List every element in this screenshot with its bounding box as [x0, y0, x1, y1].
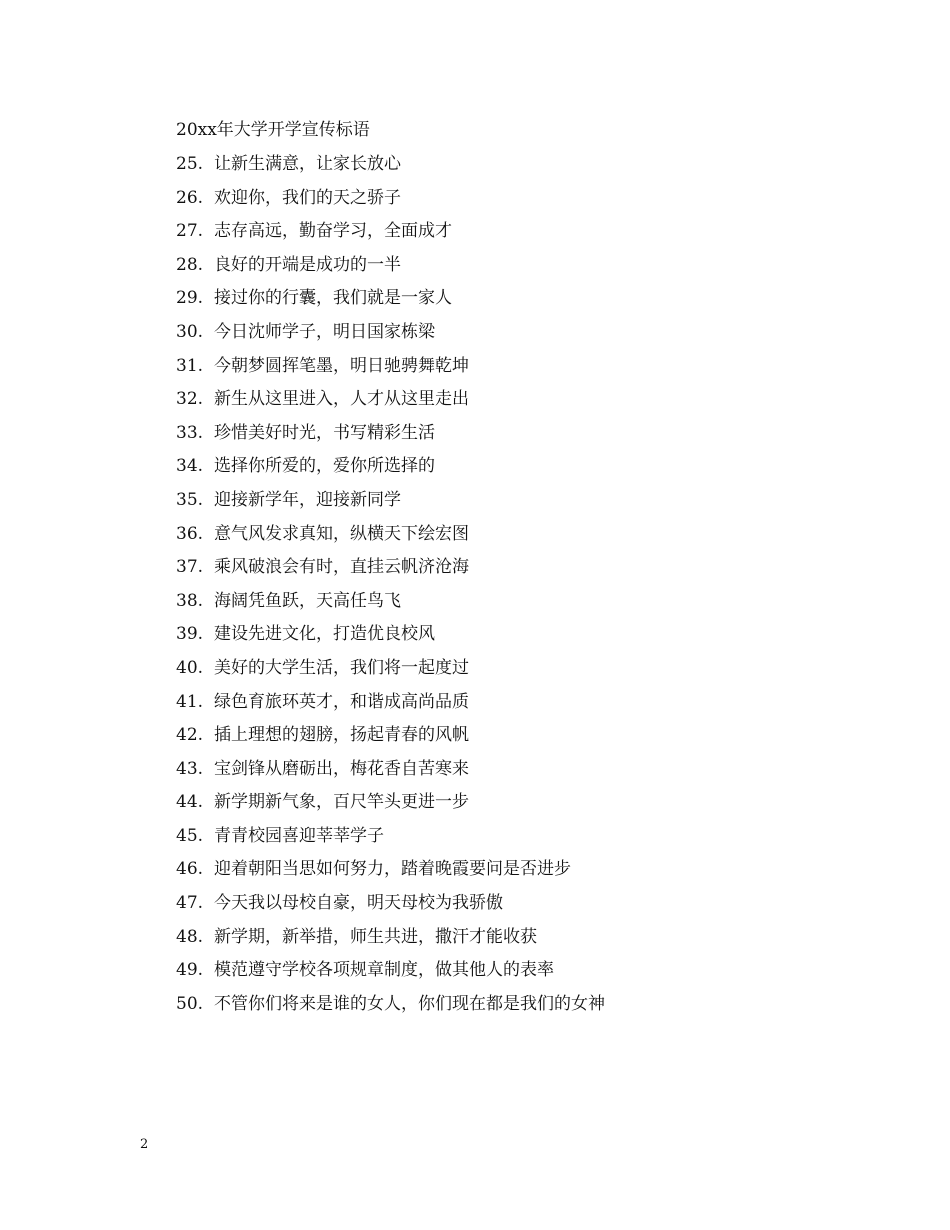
- slogan-text: 接过你的行囊，我们就是一家人: [214, 288, 452, 309]
- slogan-number: 33.: [176, 422, 204, 443]
- list-item: [176, 757, 605, 791]
- slogan-number: 47.: [176, 893, 204, 914]
- list-item: [176, 186, 605, 220]
- list-item: [176, 253, 605, 287]
- list-item: [176, 354, 605, 388]
- slogan-text: 欢迎你，我们的天之骄子: [214, 187, 401, 208]
- list-item: [176, 925, 605, 959]
- slogan-text: 不管你们将来是谁的女人，你们现在都是我们的女神: [214, 993, 605, 1014]
- page-number: 2: [140, 1137, 149, 1152]
- slogan-text: 青青校园喜迎莘莘学子: [214, 825, 384, 846]
- list-item: [176, 421, 605, 455]
- list-item: [176, 656, 605, 690]
- slogan-number: 35.: [176, 489, 204, 510]
- slogan-text: 绿色育旅环英才，和谐成高尚品质: [214, 691, 469, 712]
- list-item: [176, 824, 605, 858]
- slogan-text: 良好的开端是成功的一半: [214, 254, 401, 275]
- list-item: [176, 790, 605, 824]
- slogan-text: 乘风破浪会有时，直挂云帆济沧海: [214, 557, 469, 578]
- slogan-number: 38.: [176, 590, 204, 611]
- list-item: [176, 152, 605, 186]
- list-item: [176, 387, 605, 421]
- slogan-text: 美好的大学生活，我们将一起度过: [214, 657, 469, 678]
- list-item: [176, 286, 605, 320]
- slogan-number: 34.: [176, 456, 204, 477]
- slogan-number: 41.: [176, 691, 204, 712]
- slogan-text: 新生从这里进入，人才从这里走出: [214, 389, 469, 410]
- slogan-number: 39.: [176, 624, 204, 645]
- slogan-number: 29.: [176, 288, 204, 309]
- list-item: [176, 857, 605, 891]
- slogan-text: 珍惜美好时光，书写精彩生活: [214, 422, 435, 443]
- slogan-number: 50.: [176, 993, 204, 1014]
- document-title: 20xx年大学开学宣传标语: [176, 120, 370, 140]
- slogan-text: 新学期，新举措，师生共进，撒汗才能收获: [214, 926, 537, 947]
- list-item: [176, 555, 605, 589]
- list-item: [176, 488, 605, 522]
- slogan-number: 48.: [176, 926, 204, 947]
- slogan-text: 今朝梦圆挥笔墨，明日驰骋舞乾坤: [214, 355, 469, 376]
- slogan-number: 31.: [176, 355, 204, 376]
- slogan-text: 模范遵守学校各项规章制度，做其他人的表率: [214, 960, 554, 981]
- slogan-number: 25.: [176, 154, 204, 174]
- slogan-text: 新学期新气象，百尺竿头更进一步: [214, 792, 469, 813]
- slogan-number: 28.: [176, 254, 204, 275]
- list-item: [176, 589, 605, 623]
- slogan-number: 37.: [176, 557, 204, 578]
- slogan-number: 46.: [176, 859, 204, 880]
- list-item: [176, 454, 605, 488]
- slogan-text: 宝剑锋从磨砺出，梅花香自苦寒来: [214, 758, 469, 779]
- slogan-text: 志存高远，勤奋学习，全面成才: [214, 221, 452, 242]
- slogan-text: 海阔凭鱼跃，天高任鸟飞: [214, 590, 401, 611]
- slogan-list: [176, 152, 605, 1025]
- slogan-number: 32.: [176, 389, 204, 410]
- list-item: [176, 891, 605, 925]
- slogan-number: 49.: [176, 960, 204, 981]
- slogan-text: 建设先进文化，打造优良校风: [214, 624, 435, 645]
- slogan-text: 插上理想的翅膀，扬起青春的风帆: [214, 725, 469, 746]
- slogan-number: 42.: [176, 725, 204, 746]
- slogan-number: 26.: [176, 187, 204, 208]
- slogan-number: 40.: [176, 657, 204, 678]
- slogan-number: 30.: [176, 321, 204, 342]
- list-item: [176, 723, 605, 757]
- list-item: [176, 622, 605, 656]
- list-item: [176, 958, 605, 992]
- list-item: [176, 690, 605, 724]
- slogan-text: 选择你所爱的，爱你所选择的: [214, 456, 435, 477]
- slogan-text: 今日沈师学子，明日国家栋梁: [214, 321, 435, 342]
- slogan-text: 迎着朝阳当思如何努力，踏着晚霞要问是否进步: [214, 859, 571, 880]
- slogan-text: 意气风发求真知，纵横天下绘宏图: [214, 523, 469, 544]
- slogan-number: 43.: [176, 758, 204, 779]
- slogan-text: 迎接新学年，迎接新同学: [214, 489, 401, 510]
- slogan-text: 让新生满意，让家长放心: [214, 154, 401, 174]
- list-item: [176, 320, 605, 354]
- list-item: [176, 992, 605, 1026]
- slogan-number: 27.: [176, 221, 204, 242]
- slogan-number: 45.: [176, 825, 204, 846]
- list-item: [176, 522, 605, 556]
- slogan-text: 今天我以母校自豪，明天母校为我骄傲: [214, 893, 503, 914]
- slogan-number: 44.: [176, 792, 204, 813]
- slogan-number: 36.: [176, 523, 204, 544]
- list-item: [176, 219, 605, 253]
